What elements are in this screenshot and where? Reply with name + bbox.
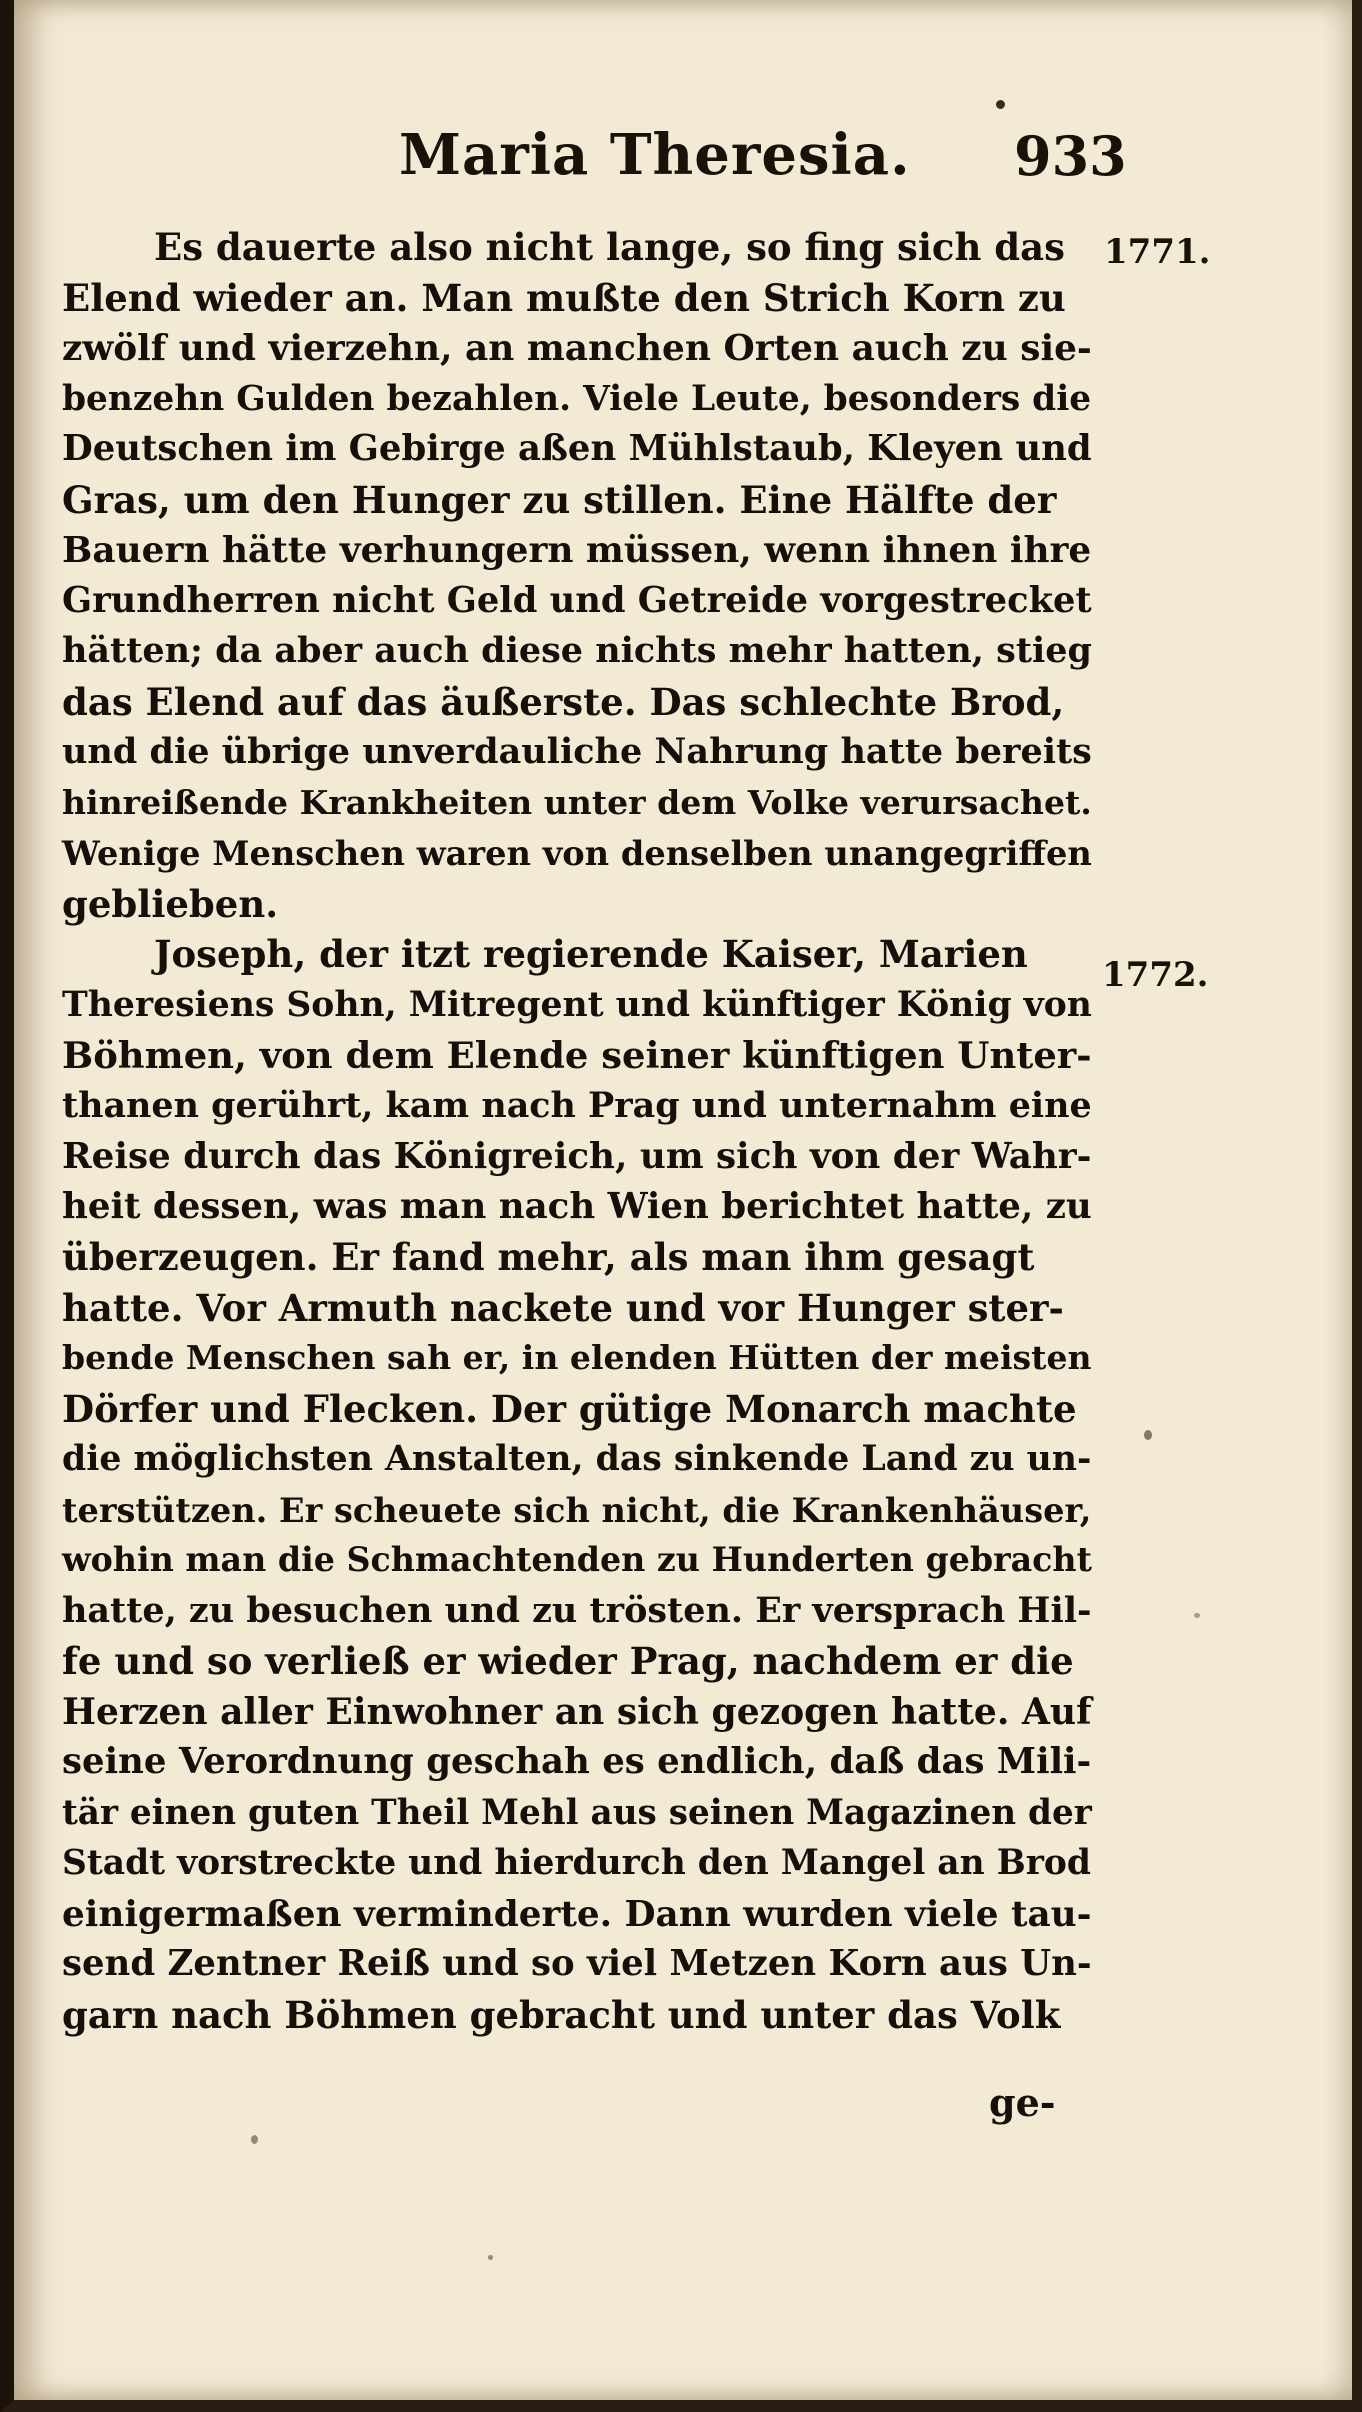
margin-year-note: 1771. <box>1104 232 1211 272</box>
text-line: wohin man die Schmachtenden zu Hunderten gebracht <box>62 1540 1092 1579</box>
ink-speck <box>1144 1430 1152 1440</box>
ink-speck <box>251 2135 258 2144</box>
catchword: ge- <box>989 2080 1056 2125</box>
page-number: 933 <box>1014 124 1127 188</box>
text-line: Es dauerte also nicht lange, so fing sich das <box>154 225 1065 269</box>
ink-speck <box>1194 1613 1200 1618</box>
text-line: Stadt vorstreckte und hierdurch den Mangel an Brod <box>62 1843 1091 1883</box>
text-line: Deutschen im Gebirge aßen Mühlstaub, Kleyen und <box>62 428 1092 469</box>
paragraph <box>62 929 1092 2040</box>
text-line: terstützen. Er scheuete sich nicht, die Krankenhäuser, <box>62 1489 1092 1530</box>
text-line: überzeugen. Er fand mehr, als man ihm gesagt <box>62 1235 1035 1279</box>
page-header <box>14 122 1362 202</box>
text-line: hinreißende Krankheiten unter dem Volke verursachet. <box>62 782 1092 822</box>
text-line: hätten; da aber auch diese nichts mehr hatten, stieg <box>62 630 1092 671</box>
text-line: hatte, zu besuchen und zu trösten. Er versprach Hil- <box>62 1589 1092 1631</box>
text-line: das Elend auf das äußerste. Das schlechte Brod, <box>62 679 1065 724</box>
text-line: Elend wieder an. Man mußte den Strich Korn zu <box>62 275 1066 320</box>
text-line: einigermaßen verminderte. Dann wurden viele tau- <box>62 1892 1092 1935</box>
text-line: bende Menschen sah er, in elenden Hütten der meisten <box>62 1338 1092 1377</box>
ink-speck <box>996 100 1005 109</box>
text-line: seine Verordnung geschah es endlich, daß das Mili- <box>62 1741 1092 1782</box>
text-line: Joseph, der itzt regierende Kaiser, Marien <box>154 932 1028 976</box>
text-line: Grundherren nicht Geld und Getreide vorgestrecket <box>62 579 1092 621</box>
text-line: tär einen guten Theil Mehl aus seinen Magazinen der <box>62 1792 1092 1833</box>
text-line: Theresiens Sohn, Mitregent und künftiger König von <box>62 984 1092 1025</box>
text-line: Reise durch das Königreich, um sich von der Wahr- <box>62 1135 1092 1177</box>
text-line: geblieben. <box>62 881 279 926</box>
margin-year-note: 1772. <box>1102 955 1209 995</box>
text-line: garn nach Böhmen gebracht und unter das Volk <box>62 1992 1061 2037</box>
text-line: benzehn Gulden bezahlen. Viele Leute, besonders die <box>62 378 1092 419</box>
text-line: Gras, um den Hunger zu stillen. Eine Hälfte der <box>62 477 1057 522</box>
text-line: send Zentner Reiß und so viel Metzen Korn aus Un- <box>62 1943 1092 1984</box>
text-line: Bauern hätte verhungern müssen, wenn ihnen ihre <box>62 529 1092 571</box>
text-line: hatte. Vor Armuth nackete und vor Hunger ster- <box>62 1285 1064 1330</box>
ink-speck <box>488 2255 493 2260</box>
text-line: und die übrige unverdauliche Nahrung hatte bereits <box>62 731 1092 772</box>
text-line: Herzen aller Einwohner an sich gezogen hatte. Auf <box>62 1689 1092 1733</box>
text-line: heit dessen, was man nach Wien berichtet hatte, zu <box>62 1185 1092 1227</box>
text-line: Böhmen, von dem Elende seiner künftigen Unter- <box>62 1033 1092 1077</box>
text-line: thanen gerührt, kam nach Prag und unternahm eine <box>62 1084 1092 1126</box>
text-line: Wenige Menschen waren von denselben unangegriffen <box>62 833 1092 873</box>
text-line: die möglichsten Anstalten, das sinkende Land zu un- <box>62 1438 1092 1479</box>
running-title: Maria Theresia. <box>399 122 911 188</box>
text-line: Dörfer und Flecken. Der gütige Monarch machte <box>62 1386 1077 1431</box>
body-text <box>62 222 1092 2040</box>
paragraph <box>62 222 1092 929</box>
text-line: zwölf und vierzehn, an manchen Orten auch zu sie- <box>62 327 1092 369</box>
text-line: fe und so verließ er wieder Prag, nachdem er die <box>62 1639 1074 1683</box>
